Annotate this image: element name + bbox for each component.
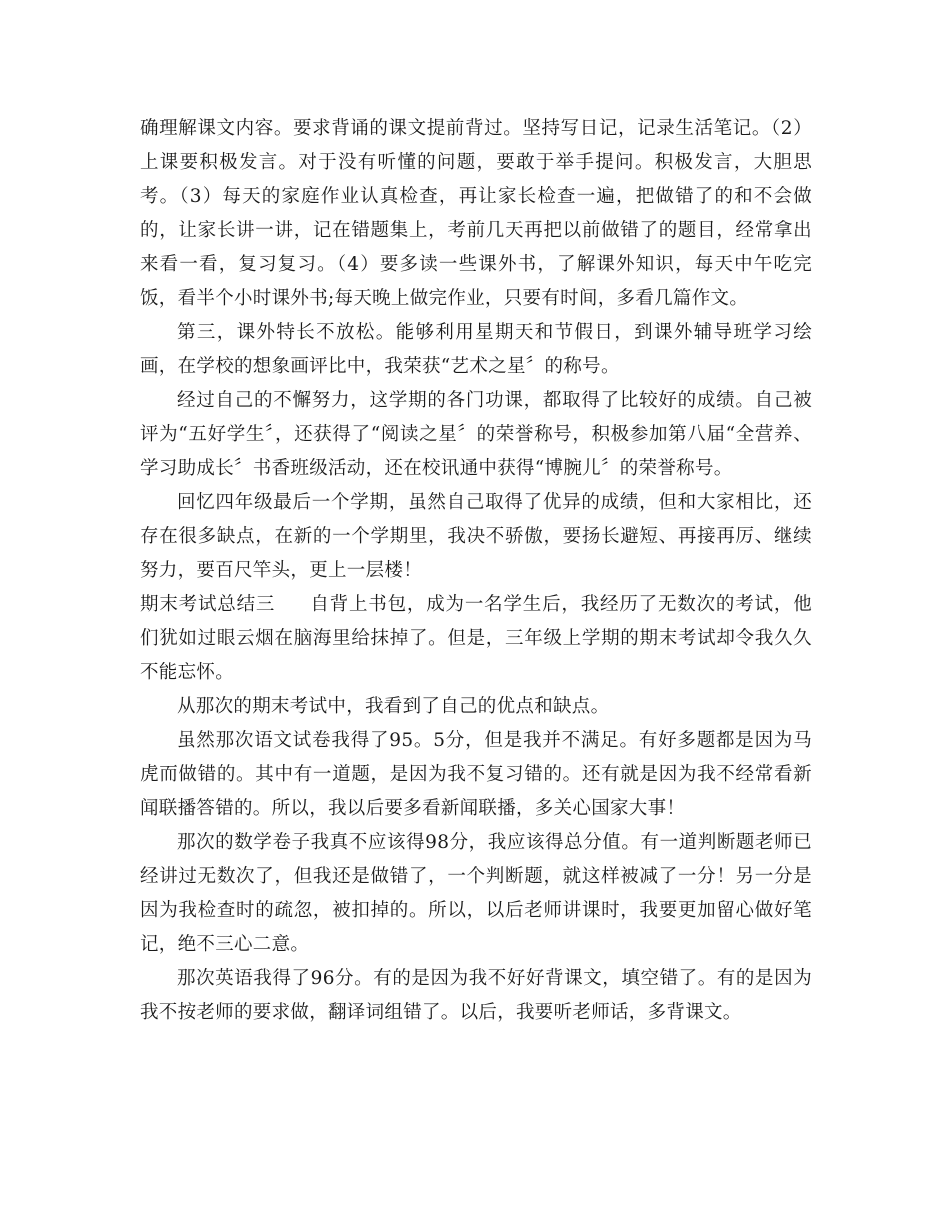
paragraph-achievements: 经过自己的不懈努力，这学期的各门功课，都取得了比较好的成绩。自己被评为“五好学生〞，还获得了“阅读之星〞的荣誉称号，积极参加第八届“全营养、学习助成长〞书香班级活动，还在校讯通中获得“博腕儿〞的荣誉称号。 xyxy=(140,390,812,479)
paragraph-strengths-weaknesses: 从那次的期末考试中，我看到了自己的优点和缺点。 xyxy=(177,696,610,717)
paragraph-chinese-exam: 虽然那次语文试卷我得了95。5分，但是我并不满足。有好多题都是因为马虎而做错的。其中有一道题，是因为我不复习错的。还有就是因为我不经常看新闻联播答错的。所以，我以后要多看新闻联播，多关心国家大事！ xyxy=(140,730,812,819)
paragraph-summary-three xyxy=(140,588,812,690)
paragraph-study-methods: 确理解课文内容。要求背诵的课文提前背过。坚持写日记，记录生活笔记。（2）上课要积极发言。对于没有听懂的问题，要敢于举手提问。积极发言，大胆思考。（3）每天的家庭作业认真检查，再让家长检查一遍，把做错了的和不会做的，让家长讲一讲，记在错题集上，考前几天再把以前做错了的题目，经常拿出来看一看，复习复习。（4）要多读一些课外书，了解课外知识，每天中午吃完饭，看半个小时课外书;每天晚上做完作业，只要有时间，多看几篇作文。 xyxy=(140,118,812,309)
paragraph-extracurricular: 第三，课外特长不放松。能够利用星期天和节假日，到课外辅导班学习绘画，在学校的想象画评比中，我荣获“艺术之星〞的称号。 xyxy=(140,322,812,377)
paragraph-reflection: 回忆四年级最后一个学期，虽然自己取得了优异的成绩，但和大家相比，还存在很多缺点，在新的一个学期里，我决不骄傲，要扬长避短、再接再厉、继续努力，要百尺竿头，更上一层楼！ xyxy=(140,492,812,581)
document-page xyxy=(140,112,812,1030)
section-intro-text: 自背上书包，成为一名学生后，我经历了无数次的考试，他们犹如过眼云烟在脑海里给抹掉了。但是，三年级上学期的期末考试却令我久久不能忘怀。 xyxy=(140,594,812,683)
section-heading: 期末考试总结三 xyxy=(140,594,276,615)
paragraph-english-exam: 那次英语我得了96分。有的是因为我不好好背课文，填空错了。有的是因为我不按老师的要求做，翻译词组错了。以后，我要听老师话，多背课文。 xyxy=(140,968,812,1023)
paragraph-math-exam: 那次的数学卷子我真不应该得98分，我应该得总分值。有一道判断题老师已经讲过无数次了，但我还是做错了，一个判断题，就这样被减了一分！另一分是因为我检查时的疏忽，被扣掉的。所以，以后老师讲课时，我要更加留心做好笔记，绝不三心二意。 xyxy=(140,832,812,955)
